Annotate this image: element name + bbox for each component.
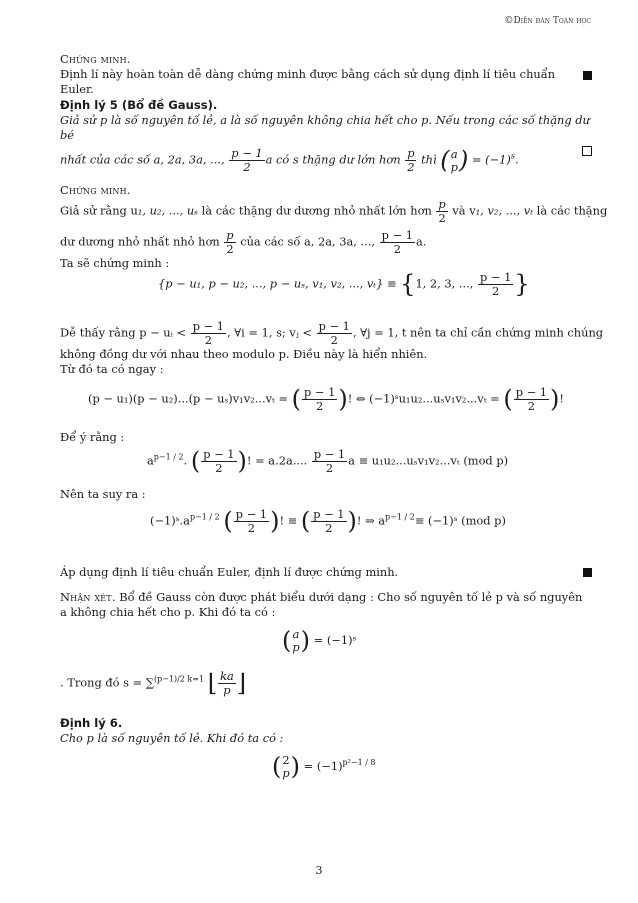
proof-line-1: Giả sử rằng u₁, u₂, ..., uₛ là các thặng dư dương nhỏ nhất lớn hơn $\frac{p}{2}$ và v₁, v₂, ..., vₜ là các thặng	[60, 197, 608, 225]
qed-box-symbol	[582, 146, 592, 156]
qed-symbol	[583, 568, 592, 577]
proof-heading: Chứng minh.	[60, 52, 131, 66]
theorem-line-2: nhất của các số a, 2a, 3a, ..., $\frac{p - 1}{2}$ a có s thặng dư lớn hơn $\frac{p}{2}$ thì ( a p ) = $(-1)^s$.	[60, 146, 519, 174]
equation-2: (p − u₁)(p − u₂)...(p − uₛ)v₁v₂...vₜ = ( $\frac{p - 1}{2}$ )! ⇔ (−1)ˢu₁u₂...uₛv₁v₂...vₜ = ( $\frac{p - 1}{2}$ )!	[88, 385, 564, 413]
legendre-symbol: a p	[450, 146, 458, 174]
remark-heading: Nhận xét.	[60, 590, 116, 604]
proof-line-4: Dễ thấy rằng p − uᵢ < $\frac{p - 1}{2}$ , ∀i = 1, s; vⱼ < $\frac{p - 1}{2}$ , ∀j = 1, t nên ta chỉ cần chứng minh chúng	[60, 319, 604, 347]
proof-text: Định lí này hoàn toàn dễ dàng chứng minh được bằng cách sử dụng định lí tiêu chuẩn Euler.	[60, 67, 556, 96]
theorem-5	[60, 98, 592, 174]
proof-line-3: Ta sẽ chứng minh :	[60, 256, 170, 270]
proof-line-6: Từ đó ta có ngay :	[60, 362, 164, 376]
theorem-line-1: Cho p là số nguyên tố lẻ. Khi đó ta có :	[60, 731, 284, 745]
proof-line-9: Áp dụng định lí tiêu chuẩn Euler, định lí được chứng minh.	[60, 565, 399, 579]
equation-4: $(-1)ˢ.a^{p-1 / 2}$ ( $\frac{p - 1}{2}$ )! ≡ ( $\frac{p - 1}{2}$ )! ⇒ $a^{p-1 / 2}\equiv$ (−1)ˢ (mod p)	[150, 507, 506, 535]
proof-2	[60, 183, 608, 271]
theorem-title: Định lý 5 (Bổ đề Gauss).	[60, 98, 218, 112]
proof-2-continued	[60, 319, 604, 377]
proof-line-7: Để ý rằng :	[60, 430, 125, 444]
theorem-text: a có s thặng dư lớn hơn	[265, 152, 401, 167]
fraction: $\frac{p - 1}{2}$	[231, 146, 263, 174]
running-header: ©Diễn đàn Toán học	[504, 16, 591, 26]
equation-3: $a^{p-1 / 2}$. ( $\frac{p - 1}{2}$ )! = a.2a.... $\frac{p - 1}{2}$ a ≡ u₁u₂...uₛv₁v₂...vₜ (mod p)	[147, 447, 509, 475]
theorem-title: Định lý 6.	[60, 716, 123, 730]
remark-line-2: a không chia hết cho p. Khi đó ta có :	[60, 605, 276, 619]
fraction: $\frac{p}{2}$	[407, 146, 415, 174]
remark-sum-definition: . Trong đó s = ∑$^{(p-1)/2 k=1}$ ⌊ $\frac{ka}{p}$ ⌋	[60, 669, 247, 697]
remark-line-1: Nhận xét. Bổ đề Gauss còn được phát biểu dưới dạng : Cho số nguyên tố lẻ p và số nguyên	[60, 590, 583, 604]
proof-heading: Chứng minh.	[60, 183, 131, 197]
theorem-text: thì	[421, 152, 437, 167]
proof-line-2: dư dương nhỏ nhất nhỏ hơn $\frac{p}{2}$ của các số a, 2a, 3a, ..., $\frac{p - 1}{2}$ a.	[60, 228, 427, 256]
theorem-6	[60, 716, 592, 746]
theorem-text: nhất của các số a, 2a, 3a, ...,	[60, 152, 225, 167]
proof-line-8: Nên ta suy ra :	[60, 487, 146, 501]
proof-1	[60, 52, 592, 97]
page-number: 3	[315, 864, 323, 877]
proof-line-5: không đồng dư với nhau theo modulo p. Điều này là hiển nhiên.	[60, 347, 428, 361]
remark	[60, 590, 592, 620]
theorem-6-equation: ( 2 p ) = $(-1)^{p^2-1 / 8}$	[272, 752, 376, 781]
theorem-line-1: Giả sử p là số nguyên tố lẻ, a là số nguyên không chia hết cho p. Nếu trong các số thặng dư bé	[60, 113, 590, 142]
equation-1: {p − u₁, p − u₂, ..., p − uₛ, v₁, v₂, ..., vₜ} ≡ {1, 2, 3, ..., $\frac{p - 1}{2}$ }	[158, 270, 530, 298]
qed-symbol	[583, 71, 592, 80]
remark-equation: ( a p ) = (−1)ˢ	[282, 626, 357, 655]
